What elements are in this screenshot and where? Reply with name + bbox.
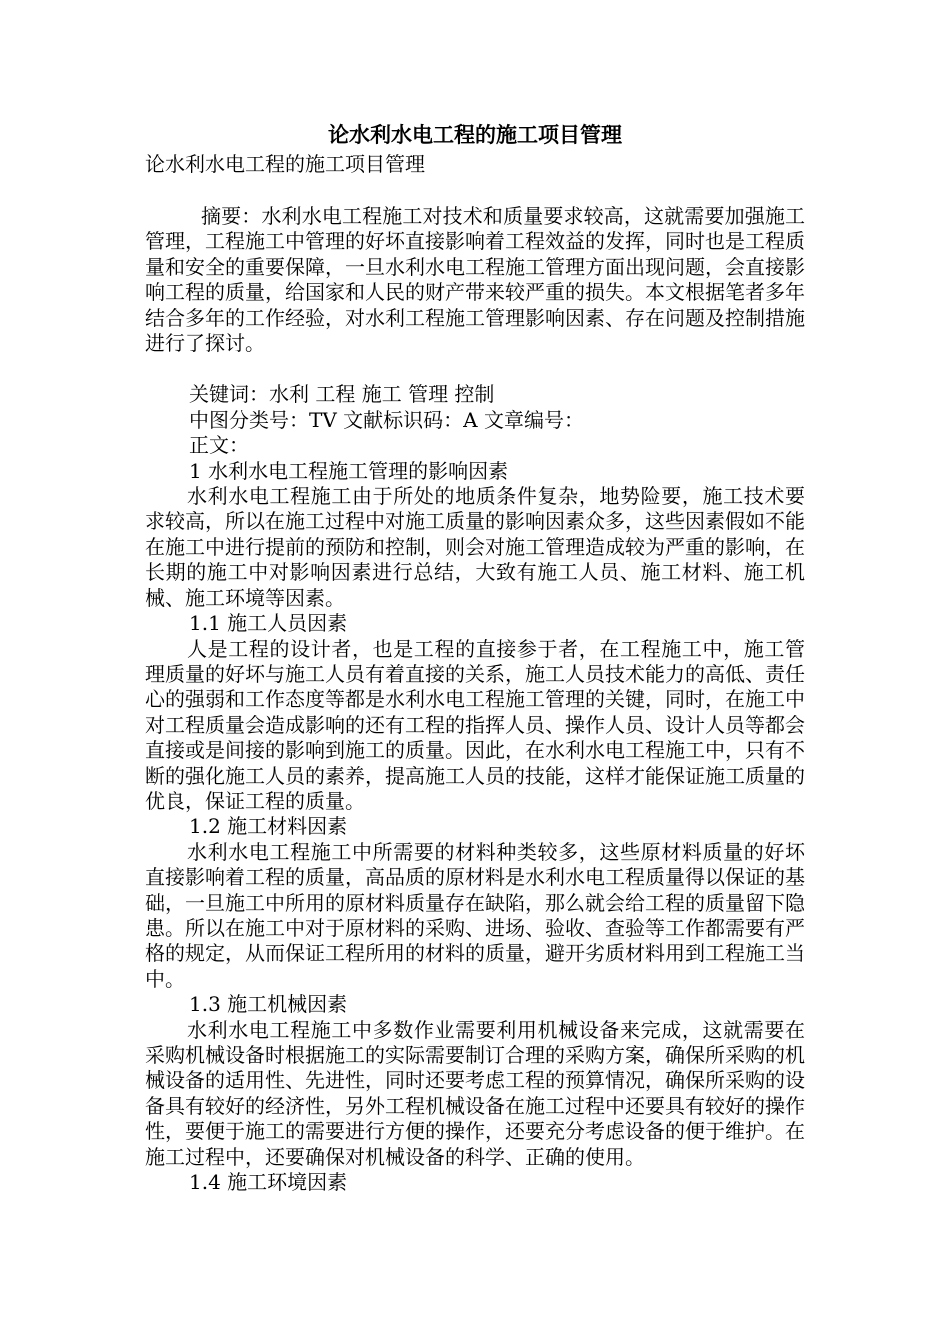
body-label: 正文： (189, 433, 249, 458)
section-paragraph-1-2: 水利水电工程施工中所需要的材料种类较多，这些原材料质量的好坏直接影响着工程的质量，高品质的原材料是水利水电工程质量得以保证的基础，一旦施工中所用的原材料质量存在缺陷，那么就会给工程的质量留下隐患。所以在施工中对于原材料的采购、进场、验收、查验等工作都需要有严格的规定，从而保证工程所用的材料的质量，避开劣质材料用到工程施工当中。 (145, 839, 805, 991)
section-heading-1-3: 1.3 施工机械因素 (189, 992, 348, 1017)
spacer (145, 356, 805, 382)
section-paragraph-1-3: 水利水电工程施工中多数作业需要利用机械设备来完成，这就需要在采购机械设备时根据施工的实际需要制订合理的采购方案，确保所采购的机械设备的适用性、先进性，同时还要考虑工程的预算情况，确保所采购的设备具有较好的经济性，另外工程机械设备在施工过程中还要具有较好的操作性，要便于施工的需要进行方便的操作，还要充分考虑设备的便于维护。在施工过程中，还要确保对机械设备的科学、正确的使用。 (145, 1017, 805, 1169)
abstract-paragraph: 摘要：水利水电工程施工对技术和质量要求较高，这就需要加强施工管理，工程施工中管理的好坏直接影响着工程效益的发挥，同时也是工程质量和安全的重要保障，一旦水利水电工程施工管理方面出现问题，会直接影响工程的质量，给国家和人民的财产带来较严重的损失。本文根据笔者多年结合多年的工作经验，对水利工程施工管理影响因素、存在问题及控制措施进行了探讨。 (145, 204, 805, 356)
section-paragraph-1: 水利水电工程施工由于所处的地质条件复杂，地势险要，施工技术要求较高，所以在施工过程中对施工质量的影响因素众多，这些因素假如不能在施工中进行提前的预防和控制，则会对施工管理造成较为严重的影响，在长期的施工中对影响因素进行总结，大致有施工人员、施工材料、施工机械、施工环境等因素。 (145, 484, 805, 610)
document-page (145, 118, 805, 1195)
section-heading-1-1: 1.1 施工人员因素 (189, 611, 348, 636)
keywords-line: 关键词：水利 工程 施工 管理 控制 (189, 382, 495, 407)
classification-line: 中图分类号：TV 文献标识码：A 文章编号： (189, 407, 584, 432)
section-paragraph-1-1: 人是工程的设计者，也是工程的直接参于者，在工程施工中，施工管理质量的好坏与施工人员有着直接的关系，施工人员技术能力的高低、责任心的强弱和工作态度等都是水利水电工程施工管理的关键，同时，在施工中对工程质量会造成影响的还有工程的指挥人员、操作人员、设计人员等都会直接或是间接的影响到施工的质量。因此，在水利水电工程施工中，只有不断的强化施工人员的素养，提高施工人员的技能，这样才能保证施工质量的优良，保证工程的质量。 (145, 636, 805, 813)
document-subtitle: 论水利水电工程的施工项目管理 (145, 152, 425, 176)
document-title: 论水利水电工程的施工项目管理 (328, 122, 622, 147)
section-heading-1: 1 水利水电工程施工管理的影响因素 (189, 458, 509, 483)
section-heading-1-4: 1.4 施工环境因素 (189, 1170, 348, 1195)
section-heading-1-2: 1.2 施工材料因素 (189, 814, 348, 839)
spacer (145, 178, 805, 204)
